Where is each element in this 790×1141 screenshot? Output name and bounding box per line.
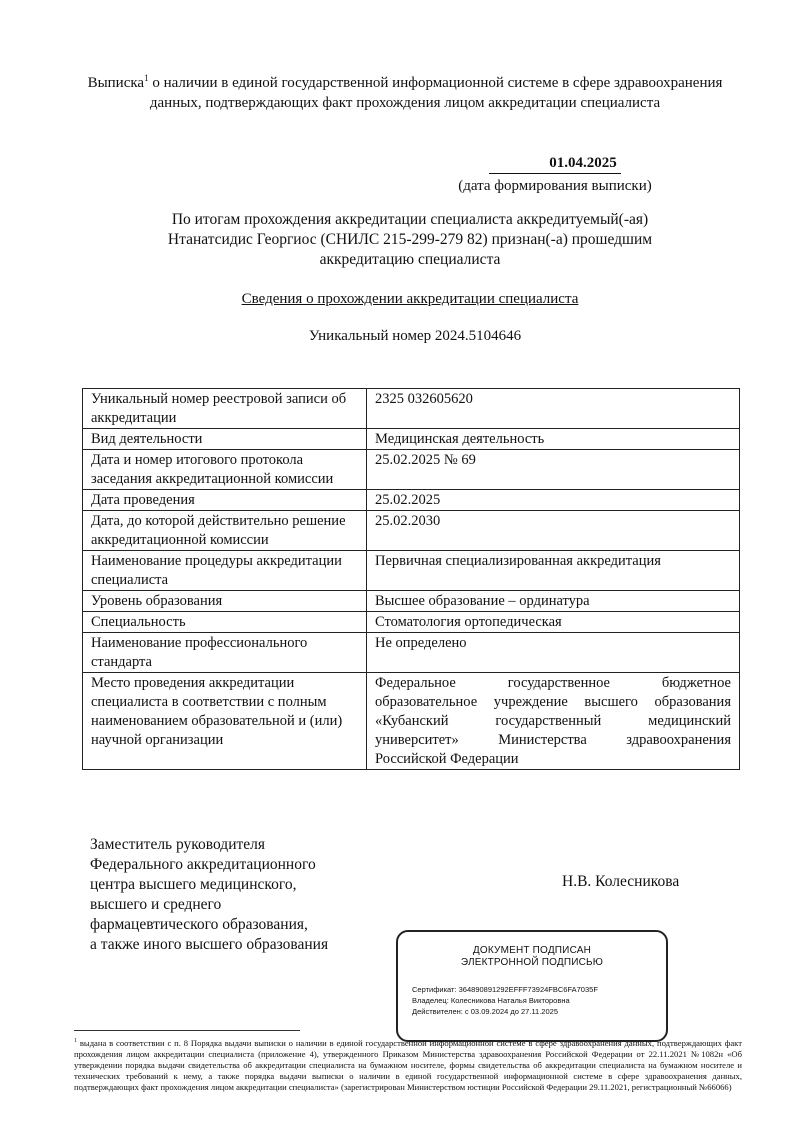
- table-row: [83, 490, 740, 511]
- table-row: [83, 551, 740, 591]
- stamp-certificate: Сертификат: 364890891292EFFF73924FBC6FA7035F: [412, 985, 598, 994]
- table-row: [83, 429, 740, 450]
- footnote: [74, 1038, 742, 1093]
- formation-date-caption: (дата формирования выписки): [458, 178, 652, 194]
- unique-number: Уникальный номер 2024.5104646: [308, 328, 522, 344]
- row-value: Не определено: [367, 633, 740, 673]
- row-value: Первичная специализированная аккредитация: [367, 551, 740, 591]
- stamp-details: [412, 984, 666, 1017]
- row-value: Высшее образование – ординатура: [367, 591, 740, 612]
- stamp-title: [398, 945, 666, 969]
- table-row: [83, 511, 740, 551]
- row-label: Дата и номер итогового протокола заседания аккредитационной комиссии: [83, 450, 367, 490]
- header-footnote-mark: 1: [144, 73, 149, 83]
- row-value: 2325 032605620: [367, 389, 740, 429]
- signer-line: Федерального аккредитационного: [90, 856, 316, 873]
- signer-line: а также иного высшего образования: [90, 936, 329, 953]
- signer-line: высшего и среднего: [90, 896, 222, 913]
- stamp-validity: Действителен: с 03.09.2024 до 27.11.2025: [412, 1007, 558, 1016]
- formation-date: 01.04.2025: [489, 153, 621, 174]
- statement-line-1: По итогам прохождения аккредитации специалиста аккредитуемый(-ая): [171, 211, 649, 228]
- section-title: Сведения о прохождении аккредитации специалиста: [241, 291, 579, 307]
- row-label: Уровень образования: [83, 591, 367, 612]
- stamp-title-line-2: ЭЛЕКТРОННОЙ ПОДПИСЬЮ: [460, 957, 604, 968]
- table-row: [83, 612, 740, 633]
- statement-line-3: аккредитацию специалиста: [319, 251, 501, 268]
- table-row: [83, 389, 740, 429]
- table-row: [83, 450, 740, 490]
- row-label: Дата проведения: [83, 490, 367, 511]
- row-label: Дата, до которой действительно решение аккредитационной комиссии: [83, 511, 367, 551]
- row-value: Федеральное государственное бюджетное образовательное учреждение высшего образования «Кубанский государственный медицинский университет» Министерства здравоохранения Российской Федерации: [367, 673, 740, 770]
- document-header: [60, 73, 750, 113]
- row-value: Стоматология ортопедическая: [367, 612, 740, 633]
- footnote-mark: 1: [74, 1038, 77, 1045]
- row-label: Место проведения аккредитации специалиста в соответствии с полным наименованием образовательной и (или) научной организации: [83, 673, 367, 770]
- table-row: [83, 673, 740, 770]
- formation-date-block: [430, 153, 680, 196]
- signer-line: фармацевтического образования,: [90, 916, 308, 933]
- row-value: 25.02.2025 № 69: [367, 450, 740, 490]
- stamp-title-line-1: ДОКУМЕНТ ПОДПИСАН: [472, 945, 592, 956]
- signer-line: Заместитель руководителя: [90, 836, 266, 853]
- header-title-rest: о наличии в единой государственной информационной системе в сфере здравоохранения данных, подтверждающих факт прохождения лицом аккредитации специалиста: [148, 75, 723, 111]
- header-title-start: Выписка: [87, 75, 145, 91]
- electronic-signature-stamp: [396, 930, 668, 1042]
- table-row: [83, 591, 740, 612]
- footnote-divider: [74, 1030, 300, 1031]
- row-label: Специальность: [83, 612, 367, 633]
- row-value: 25.02.2030: [367, 511, 740, 551]
- row-value: Медицинская деятельность: [367, 429, 740, 450]
- row-label: Наименование профессионального стандарта: [83, 633, 367, 673]
- footnote-text: выдана в соответствии с п. 8 Порядка выдачи выписки о наличии в единой государственной информационной системе в сфере здравоохранения данных, подтверждающих факт прохождения лицом аккредитации специалиста (приложение 4), утвержденного Приказом Министерства здравоохранения Российской Федерации от 22.11.2021 №1082н «Об утверждении порядка выдачи свидетельства об аккредитации специалиста на бумажном носителе, формы свидетельства об аккредитации специалиста на бумажном носителе и технических требований к нему, а также порядка выдачи выписки о наличии в единой государственной информационной системе в сфере здравоохранения данных, подтверждающих факт прохождения лицом аккредитации специалиста» (зарегистрирован Министерством юстиции Российской Федерации 29.11.2021, регистрационный №66066): [74, 1038, 742, 1092]
- row-label: Вид деятельности: [83, 429, 367, 450]
- row-label: Уникальный номер реестровой записи об аккредитации: [83, 389, 367, 429]
- statement-line-2: Нтанатсидис Георгиос (СНИЛС 215-299-279 82) признан(-а) прошедшим: [167, 231, 653, 248]
- accreditation-details-table: [82, 388, 740, 770]
- accreditation-statement: [130, 210, 690, 270]
- signer-position: [90, 835, 390, 955]
- table-row: [83, 633, 740, 673]
- row-label: Наименование процедуры аккредитации специалиста: [83, 551, 367, 591]
- signer-line: центра высшего медицинского,: [90, 876, 297, 893]
- signer-name: Н.В. Колесникова: [562, 873, 680, 890]
- row-value: 25.02.2025: [367, 490, 740, 511]
- stamp-owner: Владелец: Колесникова Наталья Викторовна: [412, 996, 570, 1005]
